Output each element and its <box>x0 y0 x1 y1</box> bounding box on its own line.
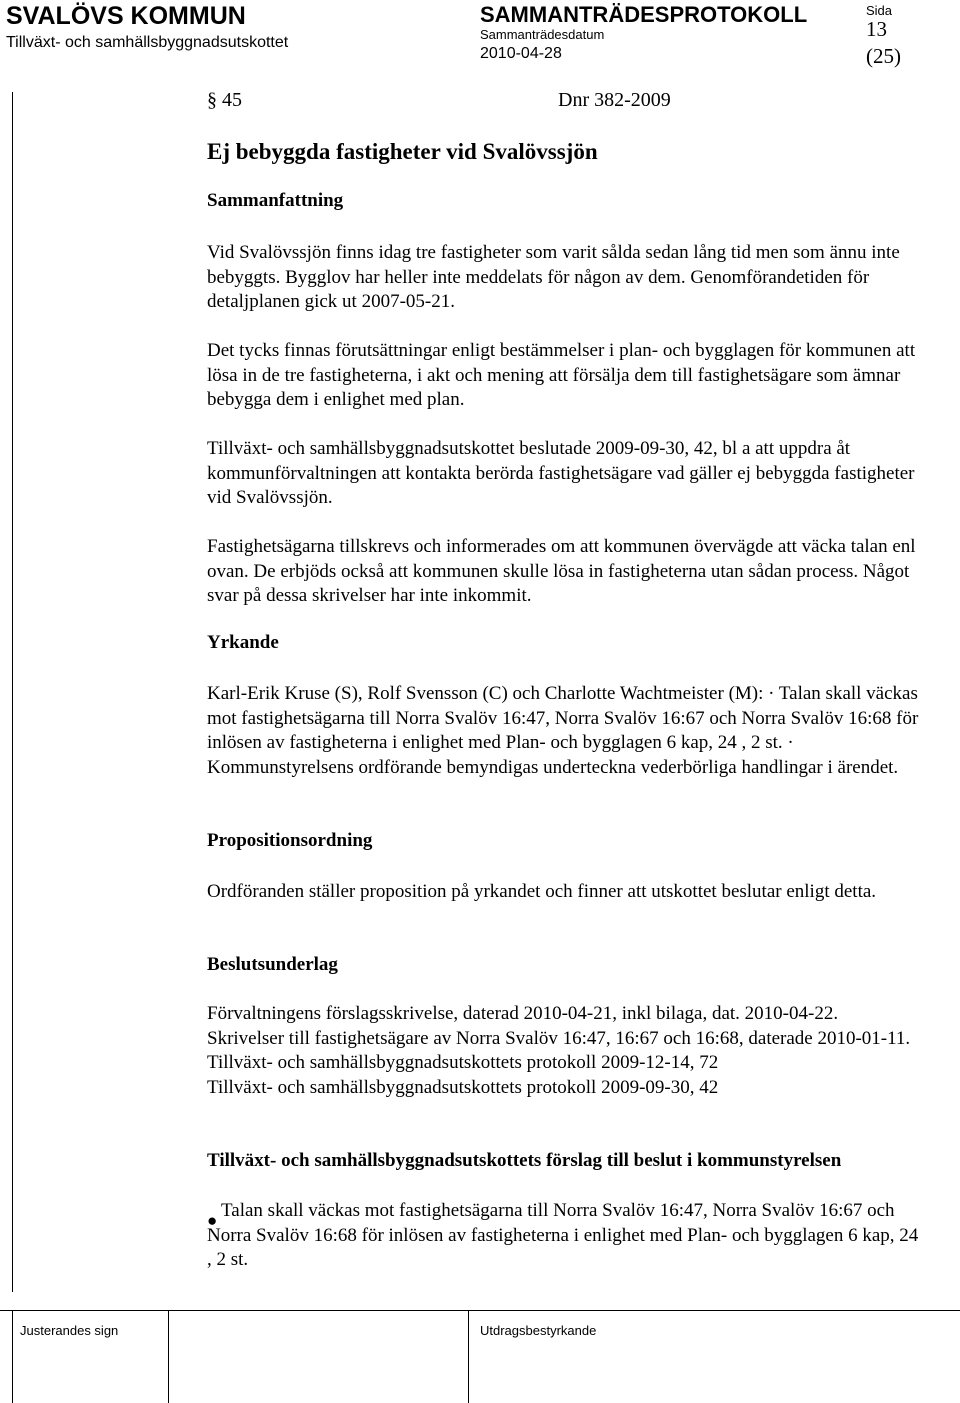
paragraph-number <box>207 89 242 112</box>
paragraph-number-value: 45 <box>222 89 242 111</box>
meeting-date-label: Sammanträdesdatum <box>480 27 605 42</box>
footer-rule <box>0 1310 960 1311</box>
meeting-date: 2010-04-28 <box>480 45 562 62</box>
paragraph-sign-icon: § <box>207 89 222 111</box>
motion-text: Karl-Erik Kruse (S), Rolf Svensson (C) och Charlotte Wachtmeister (M): · Talan skall väckas mot fastighetsägarna till Norra Svalöv 16:47, Norra Svalöv 16:67 och Norra Svalöv 16:68 för inlösen av fastigheterna i enlighet med Plan- och bygglagen 6 kap, 24 , 2 st. · Kommunstyrelsens ordförande bemyndigas underteckna vederbörliga handlingar i ärendet. <box>207 683 919 778</box>
summary-paragraph-4: Fastighetsägarna tillskrevs och informerades om att kommunen övervägde att väcka talan enl ovan. De erbjöds också att kommunen skulle lösa in fastigheterna utan sådan process. Något svar på dessa skrivelser har inte inkommit. <box>207 536 916 606</box>
proposition-heading: Propositionsordning <box>207 830 373 851</box>
footer-divider <box>12 1310 13 1403</box>
municipality-name: SVALÖVS KOMMUN <box>6 2 246 30</box>
committee-name: Tillväxt- och samhällsbyggnadsutskottet <box>6 34 289 51</box>
signature-label: Justerandes sign <box>20 1323 119 1338</box>
basis-list <box>207 1002 927 1100</box>
document-title: Ej bebyggda fastigheter vid Svalövssjön <box>207 139 598 164</box>
footer-divider <box>468 1310 469 1403</box>
proposition-text: Ordföranden ställer proposition på yrkandet och finner att utskottet beslutar enligt detta. <box>207 881 877 902</box>
footer-divider <box>168 1310 169 1403</box>
basis-item: Förvaltningens förslagsskrivelse, daterad 2010-04-21, inkl bilaga, dat. 2010-04-22. <box>207 1003 839 1024</box>
basis-item: Tillväxt- och samhällsbyggnadsutskottets protokoll 2009-09-30, 42 <box>207 1076 719 1098</box>
motion-heading: Yrkande <box>207 632 279 653</box>
proposal-bullet-text: Talan skall väckas mot fastighetsägarna till Norra Svalöv 16:47, Norra Svalöv 16:67 och Norra Svalöv 16:68 för inlösen av fastigheterna i enlighet med Plan- och bygglagen 6 kap, 24 , 2 st. <box>207 1200 919 1270</box>
page-total: (25) <box>866 44 901 68</box>
page-label: Sida <box>866 3 893 18</box>
diary-number: Dnr 382-2009 <box>558 89 671 111</box>
basis-heading: Beslutsunderlag <box>207 954 338 975</box>
basis-item: Tillväxt- och samhällsbyggnadsutskottets protokoll 2009-12-14, 72 <box>207 1052 719 1073</box>
bullet-icon: ● <box>207 1211 218 1230</box>
protocol-title: SAMMANTRÄDESPROTOKOLL <box>480 2 808 27</box>
summary-heading: Sammanfattning <box>207 190 344 211</box>
summary-paragraph-2: Det tycks finnas förutsättningar enligt bestämmelser i plan- och bygglagen för kommunen att lösa in de tre fastigheterna, i akt och mening att försälja dem till fastighetsägare som ämnar bebygga dem i enlighet med plan. <box>207 340 916 410</box>
margin-rule <box>12 92 13 1292</box>
summary-paragraph-3: Tillväxt- och samhällsbyggnadsutskottet beslutade 2009-09-30, 42, bl a att uppdra åt kommunförvaltningen att kontakta berörda fastighetsägare vad gäller ej bebyggda fastigheter vid Svalövssjön. <box>207 438 915 508</box>
basis-item: Skrivelser till fastighetsägare av Norra Svalöv 16:47, 16:67 och 16:68, daterade 2010-01-11. <box>207 1027 911 1049</box>
extract-certification-label: Utdragsbestyrkande <box>480 1323 597 1338</box>
proposal-heading: Tillväxt- och samhällsbyggnadsutskottets förslag till beslut i kommunstyrelsen <box>207 1150 842 1171</box>
summary-paragraph-1: Vid Svalövssjön finns idag tre fastigheter som varit sålda sedan lång tid men som ännu inte bebyggts. Bygglov har heller inte meddelats för någon av dem. Genomförandetiden för detaljplanen gick ut 2007-05-21. <box>207 242 900 312</box>
page-number: 13 <box>866 17 887 41</box>
